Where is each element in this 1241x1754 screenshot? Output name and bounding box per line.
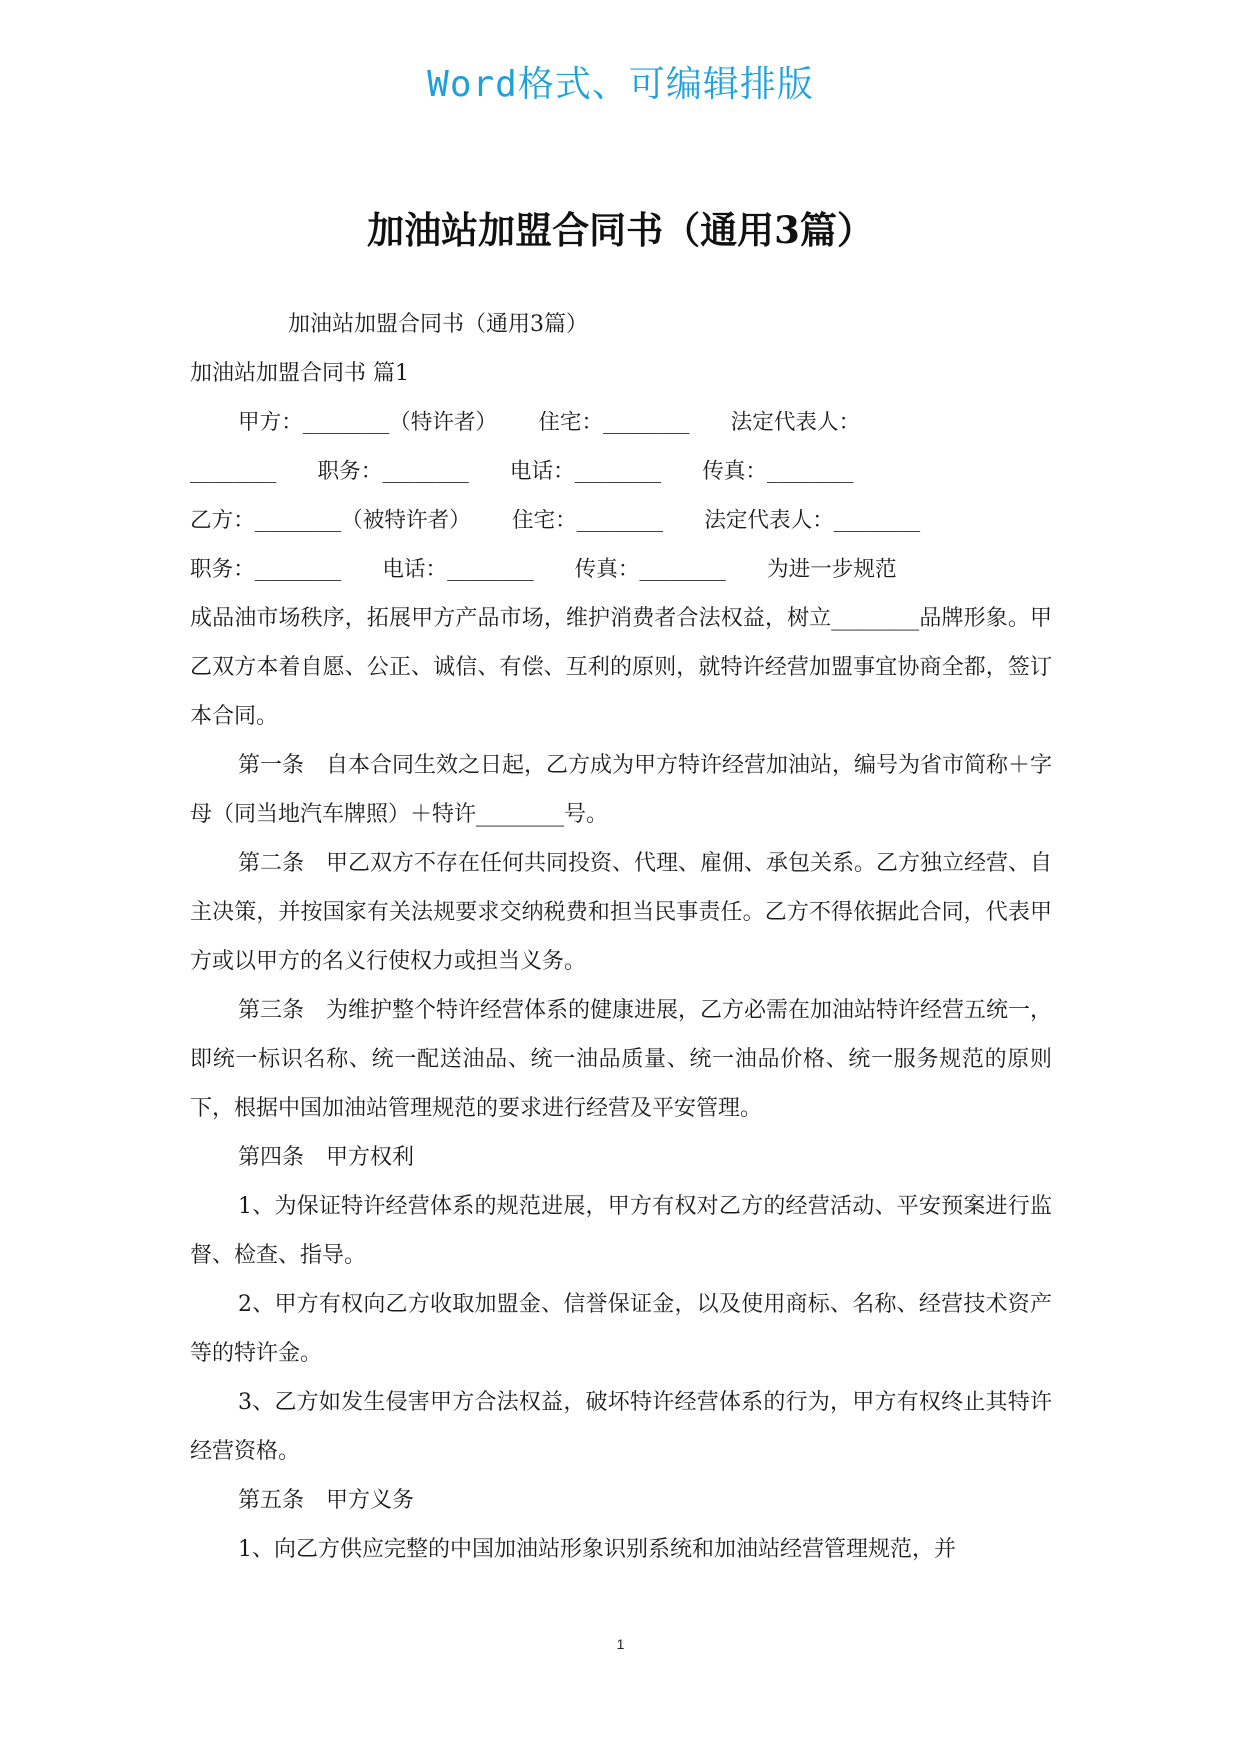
party-b-details-line: 职务：________ 电话：________ 传真：________ 为进一步规范 bbox=[190, 557, 897, 582]
article-4-item-2: 2、甲方有权向乙方收取加盟金、信誉保证金，以及使用商标、名称、经营技术资产等的特许金。 bbox=[190, 1292, 1052, 1366]
article-4-item-1: 1、为保证特许经营体系的规范进展，甲方有权对乙方的经营活动、平安预案进行监督、检查、指导。 bbox=[190, 1194, 1052, 1268]
document-body bbox=[190, 300, 1052, 1574]
document-subtitle: 加油站加盟合同书（通用3篇） bbox=[288, 312, 588, 337]
document-title: 加油站加盟合同书（通用3篇） bbox=[367, 208, 874, 252]
article-5-item-1: 1、向乙方供应完整的中国加油站形象识别系统和加油站经营管理规范，并 bbox=[238, 1537, 956, 1562]
party-b-line: 乙方：________（被特许者） 住宅：________ 法定代表人：________ bbox=[190, 508, 921, 533]
section-heading: 加油站加盟合同书 篇1 bbox=[190, 361, 409, 386]
article-5-heading: 第五条 甲方义务 bbox=[238, 1488, 415, 1513]
article-4-heading: 第四条 甲方权利 bbox=[238, 1145, 415, 1170]
party-a-details-line: ________ 职务：________ 电话：________ 传真：________ bbox=[190, 459, 854, 484]
article-4-item-3: 3、乙方如发生侵害甲方合法权益，破坏特许经营体系的行为，甲方有权终止其特许经营资格。 bbox=[190, 1390, 1052, 1464]
intro-paragraph: 成品油市场秩序，拓展甲方产品市场，维护消费者合法权益，树立________品牌形象。甲乙双方本着自愿、公正、诚信、有偿、互利的原则，就特许经营加盟事宜协商全都，签订本合同。 bbox=[190, 606, 1052, 729]
article-3: 第三条 为维护整个特许经营体系的健康进展，乙方必需在加油站特许经营五统一，即统一标识名称、统一配送油品、统一油品质量、统一油品价格、统一服务规范的原则下，根据中国加油站管理规范的要求进行经营及平安管理。 bbox=[190, 998, 1053, 1121]
watermark-banner: Word格式、可编辑排版 bbox=[427, 64, 814, 105]
article-2: 第二条 甲乙双方不存在任何共同投资、代理、雇佣、承包关系。乙方独立经营、自主决策，并按国家有关法规要求交纳税费和担当民事责任。乙方不得依据此合同，代表甲方或以甲方的名义行使权力或担当义务。 bbox=[190, 851, 1053, 974]
article-1: 第一条 自本合同生效之日起，乙方成为甲方特许经营加油站，编号为省市简称＋字母（同当地汽车牌照）＋特许________号。 bbox=[190, 753, 1053, 827]
page-number: 1 bbox=[616, 1636, 625, 1652]
party-a-line: 甲方：________（特许者） 住宅：________ 法定代表人： bbox=[238, 410, 861, 435]
